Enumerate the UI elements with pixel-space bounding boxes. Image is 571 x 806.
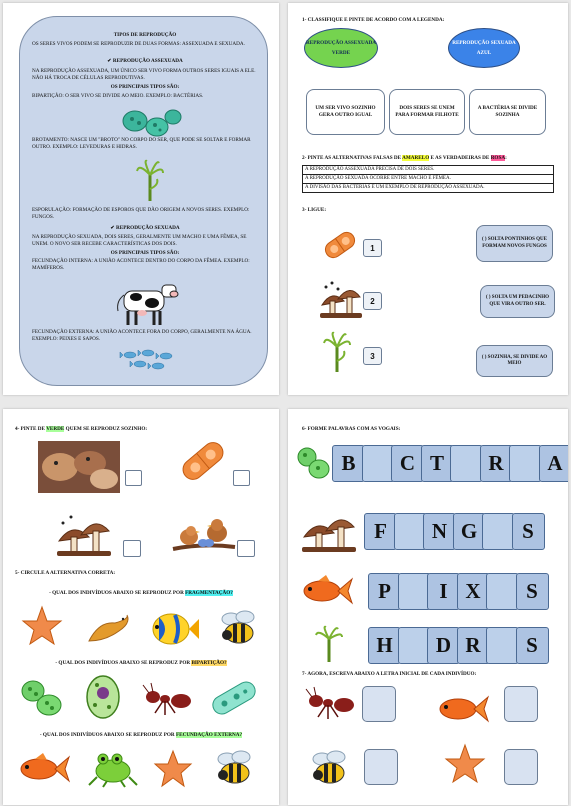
initial-letter-box-bee[interactable] bbox=[364, 749, 398, 785]
letter-box: T bbox=[421, 445, 454, 482]
letter-box: X bbox=[457, 573, 490, 610]
question-5: 5- CIRCULE A ALTERNATIVA CORRETA: bbox=[15, 570, 116, 576]
letter-box: S bbox=[516, 627, 549, 664]
classify-box-2[interactable]: DOIS SERES SE UNEM PARA FORMAR FILHOTE bbox=[389, 89, 465, 135]
bacillus-image[interactable] bbox=[209, 677, 259, 719]
statement-1[interactable]: A REPRODUÇÃO ASSEXUADA PRECISA DE DOIS SERES. bbox=[303, 166, 554, 175]
letter-box: S bbox=[512, 513, 545, 550]
dividing-bacteria-image bbox=[322, 225, 358, 265]
mushrooms-image-3 bbox=[300, 509, 358, 553]
initial-letter-box-ant[interactable] bbox=[362, 686, 396, 722]
letter-box: I bbox=[427, 573, 460, 610]
starfish-image-2[interactable] bbox=[153, 749, 193, 789]
sub1-prefix: - QUAL DOS INDIVÍDUOS ABAIXO SE REPRODUZ POR bbox=[49, 590, 184, 596]
page-exercises-1 bbox=[288, 3, 568, 395]
goldfish-image-2 bbox=[302, 575, 352, 607]
theory-title: TIPOS DE REPRODUÇÃO bbox=[113, 32, 177, 38]
match-option-1[interactable]: ( ) SOLTA PONTINHOS QUE FORMAM NOVOS FUNGOS bbox=[476, 225, 553, 262]
sub2-prefix: - QUAL DOS INDIVÍDUOS ABAIXO SE REPRODUZ POR bbox=[55, 660, 191, 666]
legend-sexual-color: AZUL bbox=[476, 49, 492, 56]
theory-intro: OS SERES VIVOS PODEM SE REPRODUZIR DE DUAS FORMAS: ASSEXUADA E SEXUADA. bbox=[32, 41, 245, 47]
subquestion-2 bbox=[3, 660, 279, 667]
checkbox-1[interactable] bbox=[125, 470, 142, 486]
ant-image-2 bbox=[306, 687, 356, 721]
legend-sexual-label: REPRODUÇÃO SEXUADA bbox=[452, 39, 516, 46]
checkbox-3[interactable] bbox=[123, 540, 141, 557]
frog-image[interactable] bbox=[89, 749, 137, 787]
theory-card bbox=[19, 16, 268, 386]
legend-asexual bbox=[304, 28, 378, 68]
classify-box-1[interactable]: UM SER VIVO SOZINHO GERA OUTRO IGUAL bbox=[306, 89, 385, 135]
hydra-image-2 bbox=[322, 329, 352, 373]
table-row[interactable] bbox=[303, 184, 554, 193]
bee-image-2[interactable] bbox=[215, 749, 255, 789]
subquestion-3 bbox=[3, 732, 279, 739]
ant-image[interactable] bbox=[143, 683, 193, 717]
animals-photo bbox=[38, 441, 120, 493]
letter-box: G bbox=[453, 513, 486, 550]
q2-prefix: 2- PINTE AS ALTERNATIVAS FALSAS DE bbox=[302, 155, 402, 161]
vowel-blank-box[interactable] bbox=[482, 513, 515, 550]
q4-prefix: 4- PINTE DE bbox=[15, 426, 45, 432]
letter-box: D bbox=[427, 627, 460, 664]
vowel-blank-box[interactable] bbox=[450, 445, 483, 482]
question-4 bbox=[15, 426, 265, 433]
cow-image bbox=[112, 279, 182, 329]
external-fertilization-text: FECUNDAÇÃO EXTERNA: A UNIÃO ACONTECE FORA DO CORPO, GERALMENTE NA ÁGUA. EXEMPLO: PEIXES E SAPOS. bbox=[32, 329, 252, 342]
vowel-blank-box[interactable] bbox=[394, 513, 427, 550]
asexual-text: NA REPRODUÇÃO ASSEXUADA, UM ÚNICO SER VIVO FORMA OUTROS SERES IGUAIS A ELE. NÃO HÁ TROCA DE CÉLULAS REPRODUTIVAS. bbox=[32, 68, 256, 81]
q2-mid: E AS VERDADEIRAS DE bbox=[430, 155, 490, 161]
internal-fertilization-text: FECUNDAÇÃO INTERNA: A UNIÃO ACONTECE DENTRO DO CORPO DA FÊMEA. EXEMPLO: MAMÍFEROS. bbox=[32, 258, 250, 271]
flatworm-image[interactable] bbox=[85, 611, 131, 647]
asexual-heading: ✔ REPRODUÇÃO ASSEXUADA bbox=[107, 58, 183, 64]
match-option-3[interactable]: ( ) SOZINHA, SE DIVIDE AO MEIO bbox=[476, 345, 553, 377]
bacteria-image-3 bbox=[296, 445, 330, 481]
mushrooms-image bbox=[318, 279, 362, 319]
vowel-blank-box[interactable] bbox=[486, 573, 519, 610]
goldfish-image-3 bbox=[438, 693, 488, 725]
vowel-blank-box[interactable] bbox=[486, 627, 519, 664]
sub3-prefix: - QUAL DOS INDIVÍDUOS ABAIXO SE REPRODUZ POR bbox=[39, 732, 175, 738]
sub3-highlight: FECUNDAÇÃO EXTERNA? bbox=[175, 732, 243, 738]
question-3: 3- LIGUE: bbox=[302, 207, 327, 213]
sexual-text: NA REPRODUÇÃO SEXUADA, DOIS SERES, GERALMENTE UM MACHO E UMA FÊMEA, SE UNEM. O NOVO SER RECEBE CARACTERÍSTICAS DOS DOIS. bbox=[32, 234, 247, 247]
q2-yellow: AMARELO bbox=[402, 155, 430, 161]
number-1: 1 bbox=[363, 239, 382, 257]
vowel-blank-box[interactable] bbox=[362, 445, 395, 482]
letter-box: H bbox=[368, 627, 401, 664]
vowel-blank-box[interactable] bbox=[398, 627, 431, 664]
fish-school-image bbox=[120, 347, 180, 372]
letter-box: F bbox=[364, 513, 397, 550]
bacteria-cluster-image[interactable] bbox=[19, 677, 63, 719]
sporulation-text: ESPORULAÇÃO: FORMAÇÃO DE ESPOROS QUE DÃO ORIGEM A NOVOS SERES. EXEMPLO: FUNGOS. bbox=[32, 207, 250, 220]
budding-text: BROTAMENTO: NASCE UM "BROTO" NO CORPO DO SER, QUE PODE SE SOLTAR E FORMAR OUTRO. EXEMPLO: LEVEDURAS E HIDRAS. bbox=[32, 137, 251, 150]
table-row[interactable] bbox=[303, 166, 554, 175]
initial-letter-box-fish[interactable] bbox=[504, 686, 538, 722]
goldfish-image[interactable] bbox=[19, 753, 69, 785]
letter-box: P bbox=[368, 573, 401, 610]
sub1-highlight: FRAGMENTAÇÃO? bbox=[185, 590, 233, 596]
classify-box-3[interactable]: A BACTÉRIA SE DIVIDE SOZINHA bbox=[469, 89, 546, 135]
number-2: 2 bbox=[363, 292, 382, 310]
match-option-2[interactable]: ( ) SOLTA UM PEDACINHO QUE VIRA OUTRO SER. bbox=[480, 285, 555, 318]
legend-asexual-color: VERDE bbox=[331, 49, 351, 56]
question-2 bbox=[302, 155, 564, 162]
starfish-image[interactable] bbox=[21, 605, 63, 647]
q2-pink: ROSA bbox=[490, 155, 506, 161]
bee-image-3 bbox=[310, 749, 350, 789]
statement-2[interactable]: A REPRODUÇÃO SEXUADA OCORRE ENTRE MACHO E FÊMEA. bbox=[303, 175, 554, 184]
letter-box: S bbox=[516, 573, 549, 610]
mushrooms-image-2 bbox=[55, 513, 113, 557]
question-6: 6- FORME PALAVRAS COM AS VOGAIS: bbox=[302, 426, 401, 432]
bee-image[interactable] bbox=[219, 609, 259, 649]
cell-image[interactable] bbox=[83, 673, 123, 721]
page-theory bbox=[3, 3, 279, 395]
question-1: 1- CLASSIFIQUE E PINTE DE ACORDO COM A LEGENDA: bbox=[302, 17, 445, 23]
legend-sexual bbox=[448, 28, 520, 68]
initial-letter-box-starfish[interactable] bbox=[504, 749, 538, 785]
vowel-blank-box[interactable] bbox=[398, 573, 431, 610]
hydra-image-3 bbox=[314, 623, 344, 663]
letter-box: R bbox=[457, 627, 490, 664]
legend-asexual-label: REPRODUÇÃO ASSEXUADA bbox=[306, 39, 376, 46]
dividing-bacteria-image-2 bbox=[178, 439, 228, 483]
table-row[interactable] bbox=[303, 175, 554, 184]
letter-box: B bbox=[332, 445, 365, 482]
sub2-highlight: BIPARTIÇÃO? bbox=[191, 660, 227, 666]
q4-suffix: QUEM SE REPRODUZ SOZINHO: bbox=[65, 426, 148, 432]
letter-box: A bbox=[539, 445, 569, 482]
question-7: 7- AGORA, ESCREVA ABAIXO A LETRA INICIAL DE CADA INDIVÍDUO: bbox=[302, 671, 477, 677]
letter-box: N bbox=[423, 513, 456, 550]
starfish-image-3 bbox=[444, 743, 486, 785]
checkbox-4[interactable] bbox=[237, 540, 255, 557]
q4-green: VERDE bbox=[46, 426, 65, 432]
sexual-heading: ✔ REPRODUÇÃO SEXUADA bbox=[110, 225, 180, 231]
main-types-heading: OS PRINCIPAIS TIPOS SÃO: bbox=[110, 84, 180, 90]
true-false-table bbox=[302, 165, 554, 193]
tropical-fish-image[interactable] bbox=[149, 609, 199, 649]
letter-box: C bbox=[391, 445, 424, 482]
vowel-blank-box[interactable] bbox=[509, 445, 542, 482]
subquestion-1 bbox=[3, 590, 279, 597]
main-types-heading-2: OS PRINCIPAIS TIPOS SÃO: bbox=[110, 250, 180, 256]
checkbox-2[interactable] bbox=[233, 470, 250, 486]
bipartition-text: BIPARTIÇÃO: O SER VIVO SE DIVIDE AO MEIO. EXEMPLO: BACTÉRIAS. bbox=[32, 93, 204, 99]
letter-box: R bbox=[480, 445, 513, 482]
q2-end: : bbox=[505, 155, 507, 161]
number-3: 3 bbox=[363, 347, 382, 365]
hydra-image bbox=[135, 157, 165, 202]
page-exercises-3 bbox=[288, 409, 568, 805]
statement-3[interactable]: A DIVISÃO DAS BACTÉRIAS É UM EXEMPLO DE REPRODUÇÃO ASSEXUADA. bbox=[303, 184, 554, 193]
page-exercises-2 bbox=[3, 409, 279, 805]
birds-image bbox=[173, 513, 235, 559]
